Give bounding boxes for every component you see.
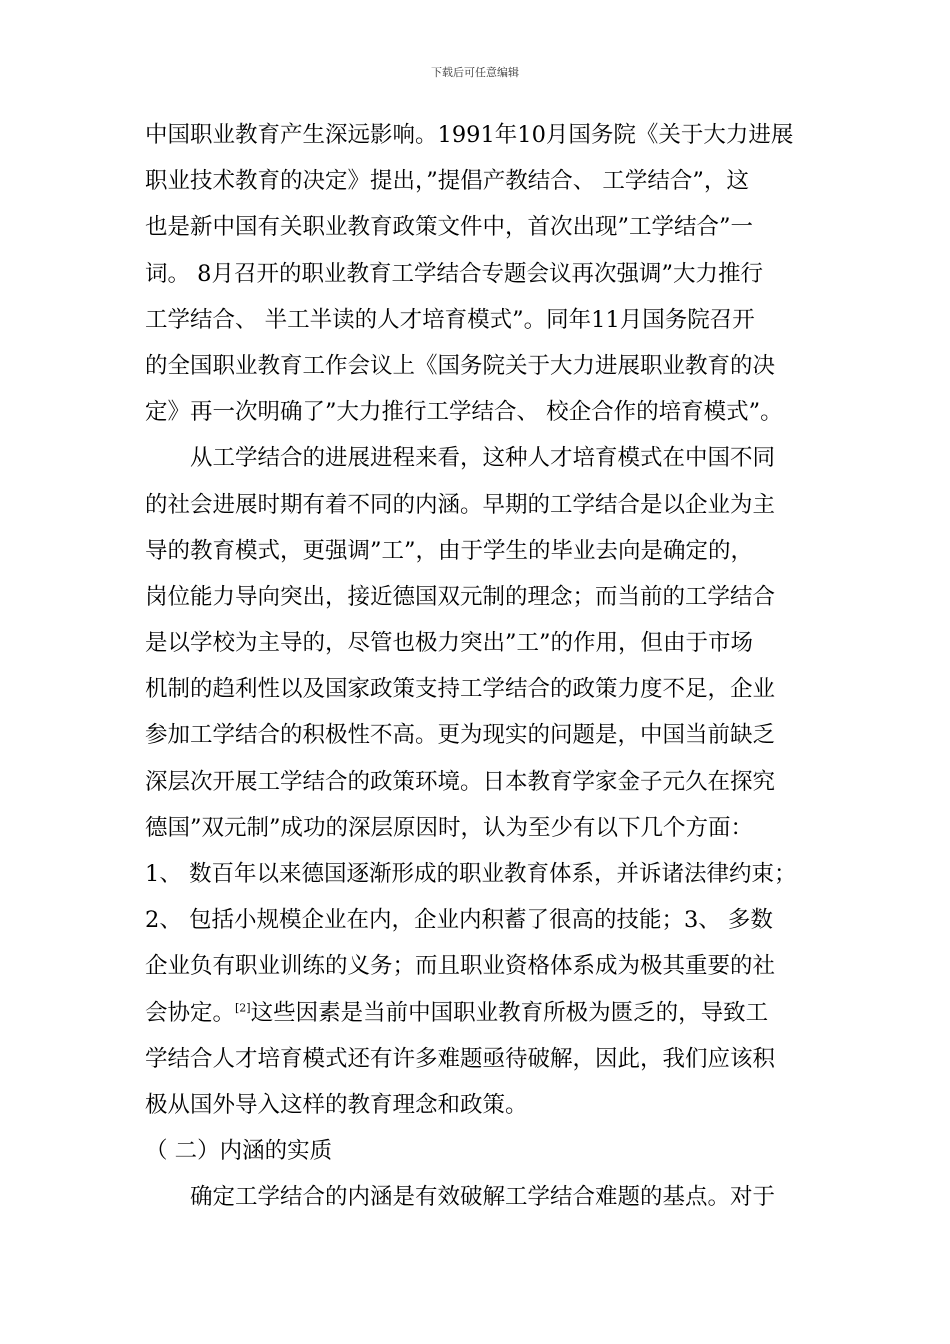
section-heading: （ 二）内涵的实质 [145, 1138, 333, 1165]
paragraph-start-line: 从工学结合的进展进程来看，这种人才培育模式在中国不同 [145, 445, 776, 472]
text-line: 德国”双元制”成功的深层原因时，认为至少有以下几个方面： [145, 814, 754, 841]
text-line: 企业负有职业训练的义务；而且职业资格体系成为极其重要的社 [145, 953, 776, 980]
text-line: 是以学校为主导的，尽管也极力突出”工”的作用，但由于市场 [145, 630, 754, 657]
text-segment: 会协定。 [145, 999, 236, 1026]
text-line: 极从国外导入这样的教育理念和政策。 [145, 1091, 528, 1118]
text-line: 定》再一次明确了”大力推行工学结合、 校企合作的培育模式”。 [145, 399, 783, 426]
text-line: 的社会进展时期有着不同的内涵。早期的工学结合是以企业为主 [145, 491, 776, 518]
text-line: 1、 数百年以来德国逐渐形成的职业教育体系，并诉诸法律约束； [145, 861, 797, 887]
page-header: 下载后可任意编辑 [431, 66, 519, 79]
text-line: 职业技术教育的决定》提出，”提倡产教结合、 工学结合”，这 [145, 168, 749, 195]
text-line: 深层次开展工学结合的政策环境。日本教育学家金子元久在探究 [145, 768, 776, 795]
text-line: 中国职业教育产生深远影响。1991年10月国务院《关于大力进展 [145, 122, 794, 148]
text-line: 2、 包括小规模企业在内，企业内积蓄了很高的技能；3、 多数 [145, 907, 773, 934]
text-line: 参加工学结合的积极性不高。更为现实的问题是，中国当前缺乏 [145, 722, 776, 749]
text-line: 也是新中国有关职业教育政策文件中，首次出现”工学结合”一 [145, 214, 754, 241]
text-line: 导的教育模式，更强调”工”，由于学生的毕业去向是确定的， [145, 537, 754, 564]
paragraph-start-line: 确定工学结合的内涵是有效破解工学结合难题的基点。对于 [145, 1184, 776, 1211]
text-line: 工学结合、 半工半读的人才培育模式”。同年11月国务院召开 [145, 306, 755, 333]
text-line: 岗位能力导向突出，接近德国双元制的理念；而当前的工学结合 [145, 583, 776, 610]
text-line: 机制的趋利性以及国家政策支持工学结合的政策力度不足，企业 [145, 676, 776, 703]
document-body [145, 112, 825, 1221]
text-line-with-citation [145, 990, 825, 1036]
text-line: 词。 8月召开的职业教育工学结合专题会议再次强调”大力推行 [145, 260, 763, 287]
text-line: 的全国职业教育工作会议上《国务院关于大力进展职业教育的决 [145, 352, 776, 379]
text-segment: 这些因素是当前中国职业教育所极为匮乏的，导致工 [250, 999, 769, 1026]
citation-mark: [2] [235, 1001, 251, 1015]
text-line: 学结合人才培育模式还有许多难题亟待破解，因此，我们应该积 [145, 1045, 776, 1072]
